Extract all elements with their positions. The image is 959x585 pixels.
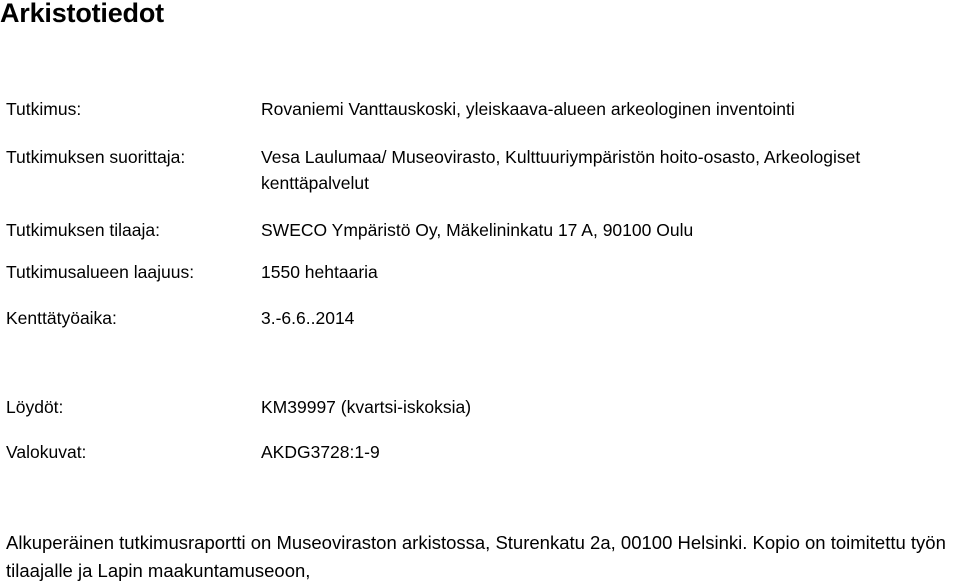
archive-note: Alkuperäinen tutkimusraportti on Museoviraston arkistossa, Sturenkatu 2a, 00100 Helsinki. Kopio on toimitettu työn tilaajalle ja Lapin maakuntamuseoon, xyxy=(6,532,946,581)
field-label: Tutkimus: xyxy=(6,99,82,119)
field-label: Kenttätyöaika: xyxy=(6,308,117,328)
field-value: AKDG3728:1-9 xyxy=(261,442,380,462)
field-label: Löydöt: xyxy=(6,397,64,417)
field-label: Tutkimuksen suorittaja: xyxy=(6,147,186,167)
field-label: Valokuvat: xyxy=(6,442,87,462)
field-value: SWECO Ympäristö Oy, Mäkelininkatu 17 A, 90100 Oulu xyxy=(261,220,694,240)
field-value: Rovaniemi Vanttauskoski, yleiskaava-alueen arkeologinen inventointi xyxy=(261,99,795,119)
field-label: Tutkimuksen tilaaja: xyxy=(6,220,160,240)
field-label: Tutkimusalueen laajuus: xyxy=(6,262,195,282)
page-title: Arkistotiedot xyxy=(0,0,164,28)
field-value: Vesa Laulumaa/ Museovirasto, Kulttuuriympäristön hoito-osasto, Arkeologiset kenttäpalvelut xyxy=(261,147,861,193)
field-value: 3.-6.6..2014 xyxy=(261,308,355,328)
field-value: 1550 hehtaaria xyxy=(261,262,378,282)
field-value: KM39997 (kvartsi-iskoksia) xyxy=(261,397,472,417)
